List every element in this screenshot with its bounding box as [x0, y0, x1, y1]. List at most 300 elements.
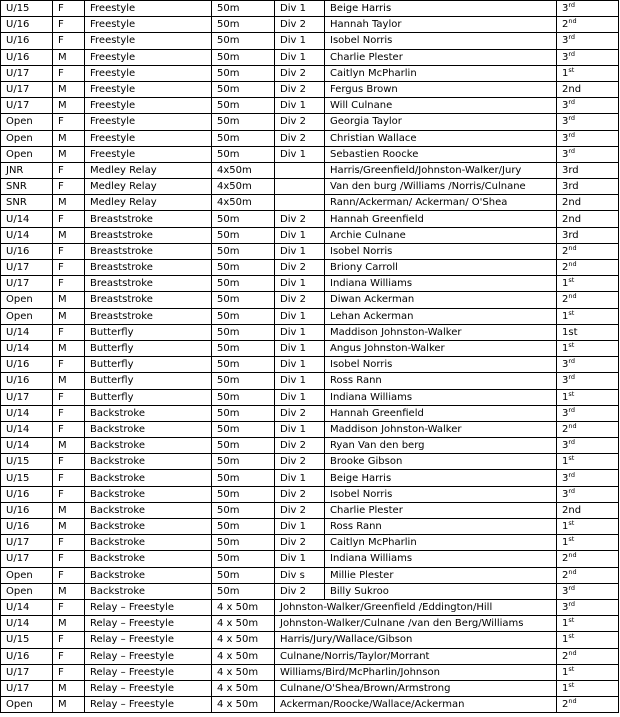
- results-table-body: [1, 1, 619, 713]
- sex-cell: F: [53, 65, 85, 81]
- placing-cell: [557, 697, 619, 713]
- division-cell: Div 1: [275, 389, 325, 405]
- table-row: [1, 81, 619, 97]
- distance-cell: 50m: [212, 276, 275, 292]
- table-row: [1, 664, 619, 680]
- placing-number: 1: [562, 682, 569, 694]
- placing-suffix: nd: [568, 17, 577, 26]
- age-cell: U/16: [1, 243, 53, 259]
- swimmer-name-cell: Fergus Brown: [325, 81, 557, 97]
- sex-cell: M: [53, 195, 85, 211]
- placing-cell: [557, 567, 619, 583]
- age-cell: U/16: [1, 519, 53, 535]
- sex-cell: F: [53, 1, 85, 17]
- placing-suffix: rd: [568, 130, 576, 139]
- sex-cell: M: [53, 308, 85, 324]
- division-cell: Div 1: [275, 519, 325, 535]
- event-cell: Breaststroke: [85, 243, 212, 259]
- swimmer-name-cell: Maddison Johnston-Walker: [325, 324, 557, 340]
- placing-cell: [557, 260, 619, 276]
- event-cell: Freestyle: [85, 49, 212, 65]
- distance-cell: 50m: [212, 33, 275, 49]
- placing-cell: [557, 98, 619, 114]
- distance-cell: 50m: [212, 1, 275, 17]
- placing-cell: [557, 583, 619, 599]
- event-cell: Backstroke: [85, 438, 212, 454]
- placing-cell: [557, 33, 619, 49]
- placing-cell: [557, 130, 619, 146]
- placing-suffix: rd: [568, 49, 576, 58]
- division-cell: [275, 195, 325, 211]
- division-cell: Div 1: [275, 324, 325, 340]
- placing-cell: [557, 551, 619, 567]
- swimmer-name-cell: Beige Harris: [325, 1, 557, 17]
- placing-number: 3: [562, 472, 569, 484]
- placing-cell: [557, 81, 619, 97]
- table-row: [1, 162, 619, 178]
- placing-suffix: st: [568, 616, 575, 625]
- relay-team-cell: Johnston-Walker/Culnane /van den Berg/Williams: [275, 616, 557, 632]
- sex-cell: M: [53, 373, 85, 389]
- division-cell: Div 1: [275, 146, 325, 162]
- event-cell: Butterfly: [85, 357, 212, 373]
- placing-number: 2: [562, 650, 569, 662]
- sex-cell: M: [53, 680, 85, 696]
- sex-cell: F: [53, 454, 85, 470]
- distance-cell: 50m: [212, 470, 275, 486]
- table-row: [1, 340, 619, 356]
- sex-cell: M: [53, 519, 85, 535]
- placing-suffix: rd: [568, 357, 576, 366]
- age-cell: U/15: [1, 454, 53, 470]
- division-cell: Div 2: [275, 405, 325, 421]
- sex-cell: M: [53, 98, 85, 114]
- swimmer-name-cell: Will Culnane: [325, 98, 557, 114]
- placing-suffix: st: [568, 632, 575, 641]
- swimmer-name-cell: Indiana Williams: [325, 551, 557, 567]
- sex-cell: M: [53, 292, 85, 308]
- distance-cell: 50m: [212, 146, 275, 162]
- placing-suffix: rd: [568, 600, 576, 609]
- swimmer-name-cell: Hannah Taylor: [325, 17, 557, 33]
- age-cell: U/17: [1, 276, 53, 292]
- placing-number: 1: [562, 391, 569, 403]
- placing-number: 2nd: [562, 213, 582, 225]
- placing-suffix: rd: [568, 373, 576, 382]
- event-cell: Relay – Freestyle: [85, 680, 212, 696]
- table-row: [1, 648, 619, 664]
- event-cell: Breaststroke: [85, 292, 212, 308]
- sex-cell: F: [53, 33, 85, 49]
- placing-suffix: rd: [568, 146, 576, 155]
- table-row: [1, 33, 619, 49]
- age-cell: Open: [1, 292, 53, 308]
- event-cell: Medley Relay: [85, 195, 212, 211]
- division-cell: Div 1: [275, 421, 325, 437]
- placing-cell: [557, 357, 619, 373]
- table-row: [1, 179, 619, 195]
- sex-cell: M: [53, 697, 85, 713]
- placing-number: 3: [562, 440, 569, 452]
- placing-number: 1st: [562, 326, 578, 338]
- table-row: [1, 98, 619, 114]
- distance-cell: 50m: [212, 373, 275, 389]
- distance-cell: 50m: [212, 211, 275, 227]
- division-cell: Div 2: [275, 211, 325, 227]
- event-cell: Breaststroke: [85, 260, 212, 276]
- sex-cell: F: [53, 162, 85, 178]
- placing-cell: [557, 65, 619, 81]
- table-row: [1, 486, 619, 502]
- division-cell: Div 2: [275, 65, 325, 81]
- placing-cell: [557, 373, 619, 389]
- swimmer-name-cell: Caitlyn McPharlin: [325, 65, 557, 81]
- distance-cell: 50m: [212, 227, 275, 243]
- event-cell: Backstroke: [85, 583, 212, 599]
- table-row: [1, 308, 619, 324]
- swimmer-name-cell: Isobel Norris: [325, 357, 557, 373]
- placing-suffix: st: [568, 341, 575, 350]
- distance-cell: 4 x 50m: [212, 697, 275, 713]
- table-row: [1, 292, 619, 308]
- division-cell: Div 1: [275, 340, 325, 356]
- age-cell: U/15: [1, 1, 53, 17]
- placing-suffix: st: [568, 65, 575, 74]
- division-cell: Div 1: [275, 227, 325, 243]
- division-cell: Div 2: [275, 535, 325, 551]
- placing-number: 3: [562, 3, 569, 15]
- swimmer-name-cell: Ross Rann: [325, 373, 557, 389]
- event-cell: Butterfly: [85, 324, 212, 340]
- distance-cell: 50m: [212, 308, 275, 324]
- placing-suffix: st: [568, 519, 575, 528]
- table-row: [1, 130, 619, 146]
- placing-suffix: nd: [568, 551, 577, 560]
- division-cell: Div 1: [275, 98, 325, 114]
- table-row: [1, 680, 619, 696]
- distance-cell: 4 x 50m: [212, 680, 275, 696]
- placing-cell: [557, 470, 619, 486]
- table-row: [1, 324, 619, 340]
- table-row: [1, 519, 619, 535]
- sex-cell: F: [53, 421, 85, 437]
- distance-cell: 4 x 50m: [212, 616, 275, 632]
- division-cell: Div 1: [275, 470, 325, 486]
- division-cell: Div 1: [275, 33, 325, 49]
- placing-number: 1: [562, 67, 569, 79]
- sex-cell: F: [53, 17, 85, 33]
- table-row: [1, 243, 619, 259]
- placing-number: 2: [562, 19, 569, 31]
- placing-suffix: rd: [568, 486, 576, 495]
- placing-number: 2: [562, 423, 569, 435]
- placing-cell: [557, 632, 619, 648]
- table-row: [1, 551, 619, 567]
- sex-cell: F: [53, 357, 85, 373]
- event-cell: Relay – Freestyle: [85, 697, 212, 713]
- distance-cell: 50m: [212, 292, 275, 308]
- placing-suffix: rd: [568, 438, 576, 447]
- sex-cell: F: [53, 535, 85, 551]
- placing-cell: [557, 454, 619, 470]
- division-cell: Div 2: [275, 438, 325, 454]
- age-cell: U/16: [1, 373, 53, 389]
- swimmer-name-cell: Maddison Johnston-Walker: [325, 421, 557, 437]
- placing-number: 2nd: [562, 84, 582, 96]
- distance-cell: 4x50m: [212, 162, 275, 178]
- sex-cell: M: [53, 502, 85, 518]
- sex-cell: M: [53, 81, 85, 97]
- placing-suffix: rd: [568, 1, 576, 10]
- placing-cell: [557, 389, 619, 405]
- placing-suffix: rd: [568, 114, 576, 123]
- distance-cell: 50m: [212, 49, 275, 65]
- age-cell: SNR: [1, 179, 53, 195]
- placing-cell: [557, 146, 619, 162]
- table-row: [1, 357, 619, 373]
- age-cell: U/14: [1, 340, 53, 356]
- placing-cell: [557, 680, 619, 696]
- division-cell: Div 1: [275, 1, 325, 17]
- placing-cell: [557, 648, 619, 664]
- age-cell: Open: [1, 114, 53, 130]
- placing-cell: [557, 114, 619, 130]
- swimmer-name-cell: Brooke Gibson: [325, 454, 557, 470]
- distance-cell: 4x50m: [212, 179, 275, 195]
- swimmer-name-cell: Briony Carroll: [325, 260, 557, 276]
- event-cell: Freestyle: [85, 130, 212, 146]
- division-cell: Div 1: [275, 373, 325, 389]
- placing-number: 2: [562, 699, 569, 711]
- event-cell: Backstroke: [85, 405, 212, 421]
- swimmer-name-cell: Billy Sukroo: [325, 583, 557, 599]
- placing-suffix: rd: [568, 470, 576, 479]
- placing-number: 3rd: [562, 229, 579, 241]
- event-cell: Freestyle: [85, 146, 212, 162]
- age-cell: Open: [1, 130, 53, 146]
- relay-team-cell: Culnane/O'Shea/Brown/Armstrong: [275, 680, 557, 696]
- sex-cell: F: [53, 648, 85, 664]
- event-cell: Freestyle: [85, 65, 212, 81]
- placing-number: 2: [562, 294, 569, 306]
- age-cell: U/16: [1, 17, 53, 33]
- placing-cell: [557, 616, 619, 632]
- placing-number: 2: [562, 262, 569, 274]
- age-cell: U/14: [1, 438, 53, 454]
- table-row: [1, 49, 619, 65]
- division-cell: Div 1: [275, 308, 325, 324]
- event-cell: Freestyle: [85, 98, 212, 114]
- event-cell: Breaststroke: [85, 227, 212, 243]
- event-cell: Relay – Freestyle: [85, 599, 212, 615]
- sex-cell: M: [53, 438, 85, 454]
- table-row: [1, 632, 619, 648]
- table-row: [1, 146, 619, 162]
- table-row: [1, 454, 619, 470]
- event-cell: Backstroke: [85, 470, 212, 486]
- event-cell: Relay – Freestyle: [85, 648, 212, 664]
- age-cell: U/17: [1, 389, 53, 405]
- event-cell: Backstroke: [85, 551, 212, 567]
- placing-cell: [557, 1, 619, 17]
- swimmer-name-cell: Archie Culnane: [325, 227, 557, 243]
- placing-number: 1: [562, 456, 569, 468]
- placing-suffix: rd: [568, 583, 576, 592]
- swimmer-name-cell: Millie Plester: [325, 567, 557, 583]
- distance-cell: 4x50m: [212, 195, 275, 211]
- placing-suffix: nd: [568, 243, 577, 252]
- age-cell: U/16: [1, 502, 53, 518]
- placing-cell: [557, 227, 619, 243]
- swimmer-name-cell: Caitlyn McPharlin: [325, 535, 557, 551]
- age-cell: Open: [1, 583, 53, 599]
- table-row: [1, 17, 619, 33]
- placing-number: 3: [562, 51, 569, 63]
- event-cell: Backstroke: [85, 519, 212, 535]
- swimmer-name-cell: Van den burg /Williams /Norris/Culnane: [325, 179, 557, 195]
- distance-cell: 4 x 50m: [212, 664, 275, 680]
- event-cell: Backstroke: [85, 502, 212, 518]
- distance-cell: 50m: [212, 243, 275, 259]
- event-cell: Backstroke: [85, 567, 212, 583]
- placing-suffix: st: [568, 664, 575, 673]
- swimmer-name-cell: Ross Rann: [325, 519, 557, 535]
- placing-cell: [557, 162, 619, 178]
- event-cell: Freestyle: [85, 114, 212, 130]
- age-cell: U/17: [1, 65, 53, 81]
- sex-cell: M: [53, 583, 85, 599]
- event-cell: Breaststroke: [85, 276, 212, 292]
- placing-suffix: nd: [568, 697, 577, 706]
- event-cell: Butterfly: [85, 340, 212, 356]
- sex-cell: M: [53, 49, 85, 65]
- placing-number: 2nd: [562, 197, 582, 209]
- placing-number: 3: [562, 407, 569, 419]
- placing-number: 3: [562, 359, 569, 371]
- placing-number: 3: [562, 375, 569, 387]
- swimmer-name-cell: Isobel Norris: [325, 243, 557, 259]
- event-cell: Backstroke: [85, 535, 212, 551]
- distance-cell: 50m: [212, 567, 275, 583]
- event-cell: Butterfly: [85, 373, 212, 389]
- relay-team-cell: Harris/Jury/Wallace/Gibson: [275, 632, 557, 648]
- distance-cell: 50m: [212, 421, 275, 437]
- event-cell: Relay – Freestyle: [85, 664, 212, 680]
- placing-number: 1: [562, 343, 569, 355]
- placing-number: 3: [562, 585, 569, 597]
- division-cell: Div 2: [275, 81, 325, 97]
- distance-cell: 50m: [212, 260, 275, 276]
- distance-cell: 50m: [212, 17, 275, 33]
- sex-cell: F: [53, 551, 85, 567]
- age-cell: U/14: [1, 405, 53, 421]
- age-cell: U/14: [1, 421, 53, 437]
- swimmer-name-cell: Beige Harris: [325, 470, 557, 486]
- placing-cell: [557, 502, 619, 518]
- sex-cell: F: [53, 599, 85, 615]
- placing-cell: [557, 486, 619, 502]
- division-cell: Div 1: [275, 276, 325, 292]
- event-cell: Backstroke: [85, 421, 212, 437]
- swimmer-name-cell: Sebastien Roocke: [325, 146, 557, 162]
- placing-cell: [557, 308, 619, 324]
- table-row: [1, 599, 619, 615]
- age-cell: U/16: [1, 49, 53, 65]
- sex-cell: F: [53, 260, 85, 276]
- age-cell: Open: [1, 697, 53, 713]
- sex-cell: F: [53, 324, 85, 340]
- age-cell: JNR: [1, 162, 53, 178]
- event-cell: Backstroke: [85, 486, 212, 502]
- sex-cell: F: [53, 470, 85, 486]
- swimmer-name-cell: Ryan Van den berg: [325, 438, 557, 454]
- relay-team-cell: Johnston-Walker/Greenfield /Eddington/Hill: [275, 599, 557, 615]
- placing-number: 1: [562, 521, 569, 533]
- age-cell: U/17: [1, 98, 53, 114]
- age-cell: U/16: [1, 486, 53, 502]
- placing-cell: [557, 519, 619, 535]
- placing-cell: [557, 664, 619, 680]
- distance-cell: 50m: [212, 486, 275, 502]
- distance-cell: 50m: [212, 357, 275, 373]
- placing-cell: [557, 599, 619, 615]
- event-cell: Freestyle: [85, 33, 212, 49]
- placing-number: 3: [562, 100, 569, 112]
- event-cell: Butterfly: [85, 389, 212, 405]
- sex-cell: M: [53, 146, 85, 162]
- swimmer-name-cell: Christian Wallace: [325, 130, 557, 146]
- table-row: [1, 65, 619, 81]
- placing-suffix: nd: [568, 292, 577, 301]
- distance-cell: 50m: [212, 98, 275, 114]
- table-row: [1, 1, 619, 17]
- table-row: [1, 405, 619, 421]
- distance-cell: 50m: [212, 81, 275, 97]
- placing-number: 1: [562, 278, 569, 290]
- distance-cell: 50m: [212, 502, 275, 518]
- placing-number: 3: [562, 35, 569, 47]
- table-row: [1, 373, 619, 389]
- swimmer-name-cell: Hannah Greenfield: [325, 211, 557, 227]
- age-cell: U/16: [1, 33, 53, 49]
- table-row: [1, 114, 619, 130]
- swimmer-name-cell: Harris/Greenfield/Johnston-Walker/Jury: [325, 162, 557, 178]
- event-cell: Relay – Freestyle: [85, 616, 212, 632]
- placing-cell: [557, 438, 619, 454]
- distance-cell: 50m: [212, 130, 275, 146]
- table-row: [1, 470, 619, 486]
- placing-cell: [557, 17, 619, 33]
- table-row: [1, 583, 619, 599]
- age-cell: Open: [1, 146, 53, 162]
- placing-suffix: nd: [568, 260, 577, 269]
- table-row: [1, 227, 619, 243]
- table-row: [1, 616, 619, 632]
- placing-cell: [557, 340, 619, 356]
- table-row: [1, 276, 619, 292]
- distance-cell: 50m: [212, 551, 275, 567]
- division-cell: Div s: [275, 567, 325, 583]
- distance-cell: 4 x 50m: [212, 632, 275, 648]
- placing-number: 2: [562, 245, 569, 257]
- table-row: [1, 421, 619, 437]
- placing-suffix: st: [568, 535, 575, 544]
- placing-suffix: st: [568, 276, 575, 285]
- distance-cell: 50m: [212, 114, 275, 130]
- sex-cell: F: [53, 389, 85, 405]
- sex-cell: M: [53, 130, 85, 146]
- swimmer-name-cell: Indiana Williams: [325, 276, 557, 292]
